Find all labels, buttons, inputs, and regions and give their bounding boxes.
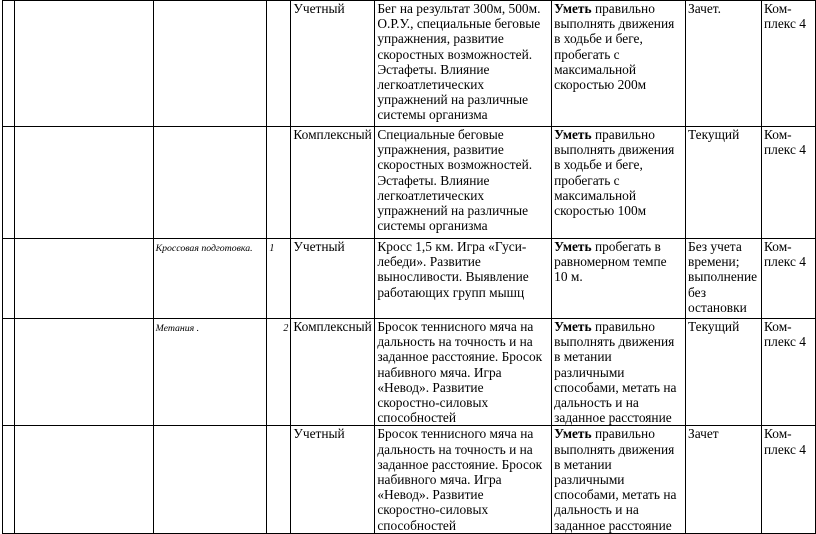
requirements-lead: Уметь (554, 239, 592, 254)
lesson-content: Бросок теннисного мяча на дальность на точность и на заданное расстояние. Бросок набивного мяча. Игра «Невод». Развитие скоростно-силовых способностей (375, 426, 552, 533)
table-row (3, 1, 816, 127)
requirements-text: пробегать в равномерном темпе 10 м. (554, 239, 667, 285)
homework: Ком-плекс 4 (761, 1, 815, 127)
blank-cell (14, 127, 153, 239)
control-type: Зачет. (686, 1, 762, 127)
lesson-number: 1 (267, 239, 291, 319)
blank-cell (14, 239, 153, 319)
requirements-text: правильно выполнять движения в метании различными способами, метать на дальность и на заданное расстояние (554, 426, 677, 533)
lesson-plan-table (2, 0, 816, 534)
homework: Ком-плекс 4 (761, 239, 815, 319)
table-row (3, 239, 816, 319)
table-row (3, 319, 816, 426)
section-cell (153, 426, 267, 533)
lesson-type: Учетный (291, 426, 375, 533)
homework: Ком-плекс 4 (761, 426, 815, 533)
control-type: Без учета времени; выполнение без остановки (686, 239, 762, 319)
lesson-content: Кросс 1,5 км. Игра «Гуси-лебеди». Развитие выносливости. Выявление работающих групп мышц (375, 239, 552, 319)
lesson-number: 2 (267, 319, 291, 426)
requirements (552, 127, 686, 239)
blank-cell (14, 319, 153, 426)
control-type: Зачет (686, 426, 762, 533)
section-cell (153, 1, 267, 127)
control-type: Текущий (686, 319, 762, 426)
section-cell: Метания . (153, 319, 267, 426)
requirements (552, 319, 686, 426)
lesson-number (267, 1, 291, 127)
requirements-lead: Уметь (554, 426, 592, 442)
lesson-content: Специальные беговые упражнения, развитие скоростных возможностей. Эстафеты. Влияние легкоатлетических упражнений на различные системы организма (375, 127, 552, 239)
requirements-lead: Уметь (554, 319, 592, 334)
requirements-text: правильно выполнять движения в ходьбе и беге, пробегать с максимальной скоростью 100м (554, 127, 675, 219)
blank-cell (14, 426, 153, 533)
table-row (3, 127, 816, 239)
lesson-type: Комплексный (291, 127, 375, 239)
homework: Ком-плекс 4 (761, 127, 815, 239)
margin-cell (3, 239, 15, 319)
lesson-content: Бег на результат 300м, 500м. О.Р.У., специальные беговые упражнения, развитие скоростных возможностей. Эстафеты. Влияние легкоатлетических упражнений на различные системы организма (375, 1, 552, 127)
lesson-number (267, 127, 291, 239)
section-cell (153, 127, 267, 239)
margin-cell (3, 426, 15, 533)
requirements-lead: Уметь (554, 127, 592, 142)
lesson-number (267, 426, 291, 533)
margin-cell (3, 127, 15, 239)
lesson-type: Учетный (291, 1, 375, 127)
requirements (552, 426, 686, 533)
margin-cell (3, 319, 15, 426)
requirements-text: правильно выполнять движения в ходьбе и беге, пробегать с максимальной скоростью 200м (554, 1, 675, 93)
requirements-lead: Уметь (554, 1, 592, 16)
table-row (3, 426, 816, 533)
control-type: Текущий (686, 127, 762, 239)
homework: Ком-плекс 4 (761, 319, 815, 426)
lesson-content: Бросок теннисного мяча на дальность на точность и на заданное расстояние. Бросок набивного мяча. Игра «Невод». Развитие скоростно-силовых способностей (375, 319, 552, 426)
blank-cell (14, 1, 153, 127)
lesson-type: Учетный (291, 239, 375, 319)
lesson-type: Комплексный (291, 319, 375, 426)
requirements (552, 1, 686, 127)
margin-cell (3, 1, 15, 127)
section-cell: Кроссовая подготовка. (153, 239, 267, 319)
requirements (552, 239, 686, 319)
requirements-text: правильно выполнять движения в метании различными способами, метать на дальность и на заданное расстояние (554, 319, 677, 426)
